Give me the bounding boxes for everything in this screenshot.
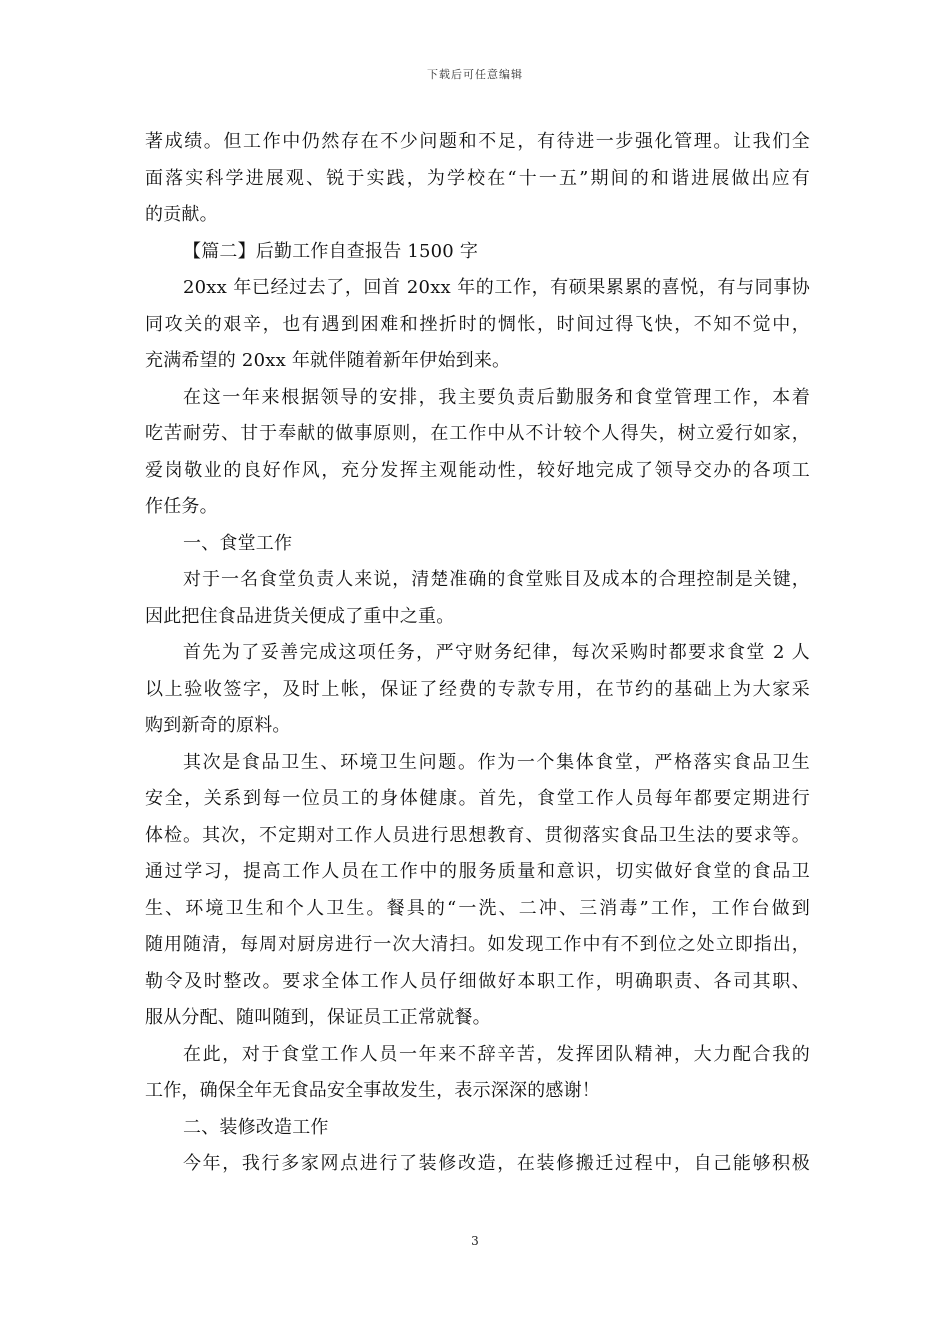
text-line: 面落实科学进展观、锐于实践，为学校在“十一五”期间的和谐进展做出应有 <box>145 167 810 189</box>
text-line: 随用随清，每周对厨房进行一次大清扫。如发现工作中有不到位之处立即指出， <box>145 934 810 955</box>
paragraph <box>145 526 810 563</box>
text-line: 对于一名食堂负责人来说，清楚准确的食堂账目及成本的合理控制是关键， <box>183 569 810 590</box>
paragraph <box>145 1146 810 1183</box>
paragraph <box>145 1037 810 1110</box>
paragraph <box>145 745 810 1037</box>
text-line: 在此，对于食堂工作人员一年来不辞辛苦，发挥团队精神，大力配合我的 <box>183 1043 810 1065</box>
page-header: 下载后可任意编辑 <box>427 68 523 81</box>
text-line: 勒令及时整改。要求全体工作人员仔细做好本职工作，明确职责、各司其职、 <box>145 970 810 992</box>
text-line: 【篇二】后勤工作自查报告 1500 字 <box>183 240 479 262</box>
text-line: 今年，我行多家网点进行了装修改造，在装修搬迁过程中，自己能够积极 <box>183 1153 810 1174</box>
paragraph <box>145 635 810 745</box>
text-line: 安全，关系到每一位员工的身体健康。首先，食堂工作人员每年都要定期进行 <box>145 788 810 809</box>
text-line: 20xx 年已经过去了，回首 20xx 年的工作，有硕果累累的喜悦，有与同事协 <box>183 277 810 298</box>
text-line: 的贡献。 <box>145 204 218 225</box>
text-line: 一、食堂工作 <box>183 532 293 554</box>
text-line: 因此把住食品进货关便成了重中之重。 <box>145 605 455 627</box>
text-line: 通过学习，提高工作人员在工作中的服务质量和意识，切实做好食堂的食品卫 <box>145 861 810 882</box>
text-line: 作任务。 <box>145 496 218 517</box>
paragraph <box>145 1110 810 1147</box>
text-line: 其次是食品卫生、环境卫生问题。作为一个集体食堂，严格落实食品卫生 <box>183 751 810 773</box>
text-line: 著成绩。但工作中仍然存在不少问题和不足，有待进一步强化管理。让我们全 <box>145 131 810 152</box>
paragraph <box>145 234 810 271</box>
text-line: 同攻关的艰辛，也有遇到困难和挫折时的惆怅，时间过得飞快，不知不觉中， <box>145 313 810 335</box>
text-line: 生、环境卫生和个人卫生。餐具的“一洗、二冲、三消毒”工作，工作台做到 <box>145 897 810 919</box>
paragraph <box>145 270 810 380</box>
text-line: 吃苦耐劳、甘于奉献的做事原则，在工作中从不计较个人得失，树立爱行如家， <box>145 423 810 444</box>
text-line: 充满希望的 20xx 年就伴随着新年伊始到来。 <box>145 350 511 371</box>
paragraph <box>145 562 810 635</box>
page-number: 3 <box>471 1234 479 1248</box>
text-line: 二、装修改造工作 <box>183 1116 329 1138</box>
text-line: 以上验收签字，及时上帐，保证了经费的专款专用，在节约的基础上为大家采 <box>145 678 810 700</box>
text-line: 首先为了妥善完成这项任务，严守财务纪律，每次采购时都要求食堂 2 人 <box>183 642 810 663</box>
document-body <box>145 124 810 1183</box>
text-line: 服从分配、随叫随到，保证员工正常就餐。 <box>145 1007 491 1028</box>
text-line: 工作，确保全年无食品安全事故发生，表示深深的感谢！ <box>145 1080 600 1101</box>
text-line: 爱岗敬业的良好作风，充分发挥主观能动性，较好地完成了领导交办的各项工 <box>145 459 810 481</box>
text-line: 在这一年来根据领导的安排，我主要负责后勤服务和食堂管理工作，本着 <box>183 386 810 408</box>
paragraph <box>145 380 810 526</box>
paragraph <box>145 124 810 234</box>
text-line: 购到新奇的原料。 <box>145 715 291 736</box>
text-line: 体检。其次，不定期对工作人员进行思想教育、贯彻落实食品卫生法的要求等。 <box>145 824 810 846</box>
